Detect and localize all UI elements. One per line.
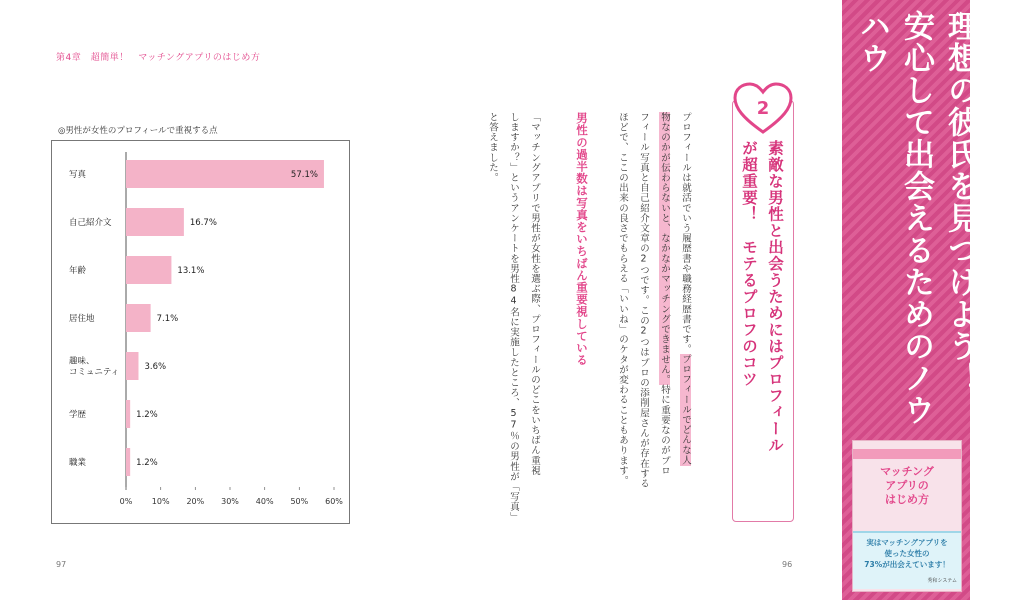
body-paragraph-2 [482,112,545,532]
body-line [633,112,654,532]
body-line [612,112,633,532]
x-tick-label: 0% [119,497,133,506]
page-number-right: 96 [782,560,793,569]
book-copy [859,537,955,570]
bar-value-label: 57.1% [290,170,318,180]
book-title-line: アプリの [885,479,929,492]
body-line-segment: 物なのかが伝わらないと、なかなかマッチングできません。 [659,112,670,385]
heading-line: 素敵な男性と出会うためにはプロフィール [766,140,784,454]
book-copy-line: 実はマッチングアプリを [866,538,948,547]
x-tick-label: 30% [221,497,239,506]
bar-value-label: 1.2% [136,458,158,468]
bar [126,448,130,476]
bar [126,352,138,380]
lead-heading: 男性の過半数は写真をいちばん重要視している [575,112,589,367]
body-line-segment: この2つはプロの添削屋さんが存在する [638,305,649,489]
book-title-line: マッチング [880,465,934,478]
book-title [859,465,955,507]
body-line [675,112,696,532]
section-heading [736,140,788,520]
bar-chart [51,140,349,524]
book-cover [852,440,962,592]
heart-number-icon [733,82,793,136]
category-label: 趣味、 [69,356,95,367]
category-label: コミュニティ [69,367,120,378]
chart-title: ◎男性が女性のプロフィールで重視する点 [58,126,218,136]
heading-line: が超重要！ モテるプロフのコツ [740,140,758,388]
bar-value-label: 3.6% [144,362,167,372]
body-paragraph-1 [612,112,696,532]
bar [126,400,130,428]
bar-value-label: 1.2% [136,410,158,420]
bar-value-label: 16.7% [189,218,217,228]
body-line-segment: フィール写真と自己紹介文章の2つです。 [638,112,649,306]
chapter-header: 第4章 超簡単！ マッチングアプリのはじめ方 [56,53,261,63]
body-line-segment: 特に重要なのがプロ [659,384,670,476]
body-line [654,112,675,532]
bar-value-label: 13.1% [177,266,205,276]
category-label: 写真 [69,170,87,180]
category-label: 職業 [69,458,87,468]
body-line-segment: ほどで、ここの出来の良さでもらえる「いいね」のケタが変わることもあります。 [617,112,628,486]
main-title-line: マッチングアプリで [986,10,1022,298]
page-number-left: 97 [56,560,67,569]
main-title [850,10,1026,430]
category-label: 年齢 [69,266,87,276]
x-tick-label: 10% [151,497,170,506]
main-title-line: 理想の彼氏を見つけよう！ [942,10,978,394]
x-tick-label: 50% [290,497,309,506]
body-line-segment: プロフィールは就活でいう履歴書や職務経歴書です。 [680,112,691,355]
bar-value-label: 7.1% [156,314,179,324]
x-tick-label: 20% [186,497,205,506]
body-line-segment: プロフィールでどんな人 [680,354,691,466]
book-title-line: はじめ方 [885,493,929,506]
bar [126,256,171,284]
category-label: 自己紹介文 [69,218,112,228]
book-ribbon [853,449,961,459]
x-tick-label: 40% [255,497,274,506]
category-label: 学歴 [69,410,87,420]
book-publisher: 秀和システム [927,578,957,584]
body-line: しますか？」というアンケートを男性84名に実施したところ、57％の男性が「写真」 [508,112,519,522]
book-copy-line: 73%が出会えています！ [864,560,950,569]
x-tick-label: 60% [325,497,343,506]
category-label: 居住地 [69,314,95,324]
bar [126,304,151,332]
body-line: 「マッチングアプリで男性が女性を選ぶ際、プロフィールのどこをいちばん重視 [529,112,540,476]
body-line: と答えました。 [487,112,498,183]
main-title-line: 安心して出会えるためのノウハウ [854,10,934,426]
book-copy-line: 使った女性の [884,549,930,558]
section-number: 2 [756,98,770,119]
bar [126,208,184,236]
